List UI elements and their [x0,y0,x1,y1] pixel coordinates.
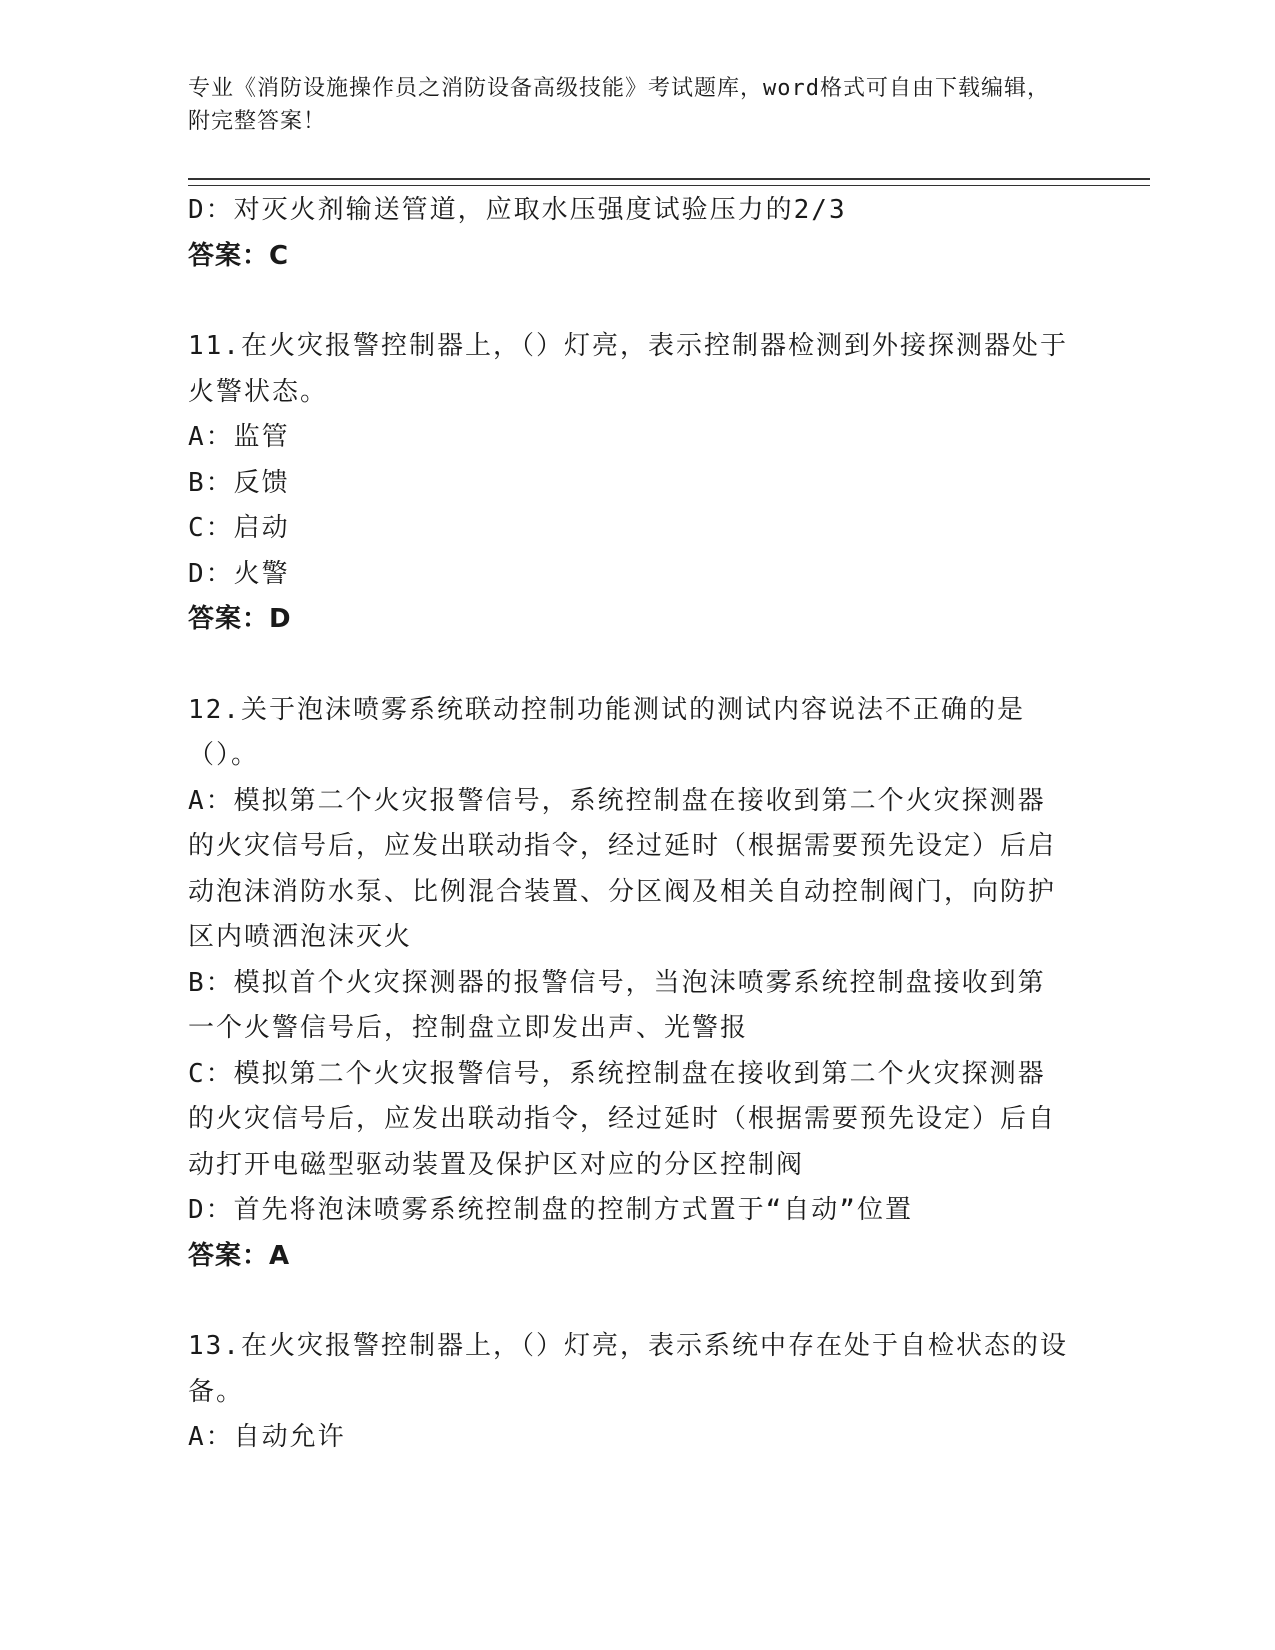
question-12 [188,688,1068,1280]
question-13 [188,1324,1068,1461]
question-stem: 12.关于泡沫喷雾系统联动控制功能测试的测试内容说法不正确的是（）。 [188,694,1025,770]
option-d: D：火警 [188,558,290,589]
answer: 答案：D [188,604,292,634]
option-d: D：首先将泡沫喷雾系统控制盘的控制方式置于“自动”位置 [188,1195,913,1225]
option-b: B：反馈 [188,467,290,498]
option-c: C：启动 [188,513,290,543]
option-b: B：模拟首个火灾探测器的报警信号，当泡沫喷雾系统控制盘接收到第一个火警信号后，控制盘立即发出声、光警报 [188,967,1046,1043]
option-d: D：对灭火剂输送管道，应取水压强度试验压力的2/3 [188,195,847,225]
question-stem: 11.在火灾报警控制器上，（）灯亮，表示控制器检测到外接探测器处于火警状态。 [188,331,1068,407]
option-a: A：监管 [188,422,290,452]
header-divider [188,178,1150,186]
answer: 答案：C [188,240,290,271]
answer: 答案：A [188,1240,291,1271]
option-a: A：自动允许 [188,1422,346,1452]
question-stem: 13.在火灾报警控制器上，（）灯亮，表示系统中存在处于自检状态的设备。 [188,1331,1068,1407]
option-a: A：模拟第二个火灾报警信号，系统控制盘在接收到第二个火灾探测器的火灾信号后，应发出联动指令，经过延时（根据需要预先设定）后启动泡沫消防水泵、比例混合装置、分区阀及相关自动控制阀门，向防护区内喷洒泡沫灭火 [188,785,1057,952]
document-body [188,188,1068,1461]
page-header: 专业《消防设施操作员之消防设备高级技能》考试题库，word格式可自由下载编辑，附完整答案！ [188,76,1050,134]
question-11 [188,324,1068,643]
option-c: C：模拟第二个火灾报警信号，系统控制盘在接收到第二个火灾探测器的火灾信号后，应发出联动指令，经过延时（根据需要预先设定）后自动打开电磁型驱动装置及保护区对应的分区控制阀 [188,1058,1057,1180]
